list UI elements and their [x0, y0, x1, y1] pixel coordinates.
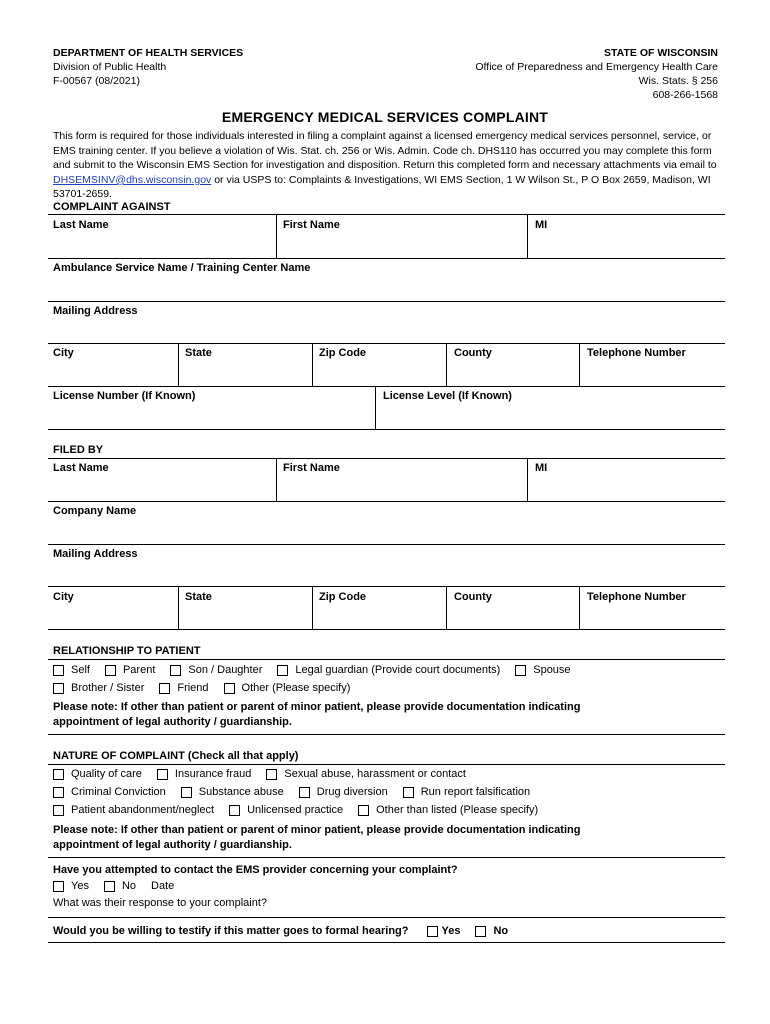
checkbox[interactable]	[53, 769, 64, 780]
statute-ref: Wis. Stats. § 256	[638, 75, 718, 87]
ca-last-name-field[interactable]: Last Name	[53, 219, 109, 231]
checkbox[interactable]	[53, 665, 64, 676]
ca-license-number-field[interactable]: License Number (If Known)	[53, 390, 196, 402]
divider	[48, 386, 725, 387]
nature-option[interactable]	[157, 768, 251, 780]
checkbox[interactable]	[53, 683, 64, 694]
department-name: DEPARTMENT OF HEALTH SERVICES	[53, 47, 244, 59]
relationship-option[interactable]	[515, 664, 570, 676]
checkbox[interactable]	[105, 665, 116, 676]
checkbox-label: Yes	[441, 925, 461, 937]
divider	[178, 586, 179, 629]
checkbox-label: Substance abuse	[198, 786, 284, 798]
intro-text-before: This form is required for those individuals interested in filing a complaint against a licensed emergency medical services personnel, service, or EMS training center. If you believe a violation of Wis. Stat. ch. 256 or Wis. Admin. Code ch. DHS110 has occurred you may complete this form and submit to the Wisconsin EMS Section for investigation and disposition. Return this completed form and necessary attachments via email to	[53, 130, 717, 172]
ca-first-name-field[interactable]: First Name	[283, 219, 340, 231]
nature-row-2	[53, 786, 545, 798]
division-name: Division of Public Health	[53, 61, 167, 73]
office-phone: 608-266-1568	[652, 89, 718, 101]
checkbox[interactable]	[515, 665, 526, 676]
ca-license-level-field[interactable]: License Level (If Known)	[383, 390, 512, 402]
divider	[178, 343, 179, 386]
relationship-option[interactable]	[277, 664, 500, 676]
divider	[527, 214, 528, 258]
checkbox[interactable]	[159, 683, 170, 694]
testify-yes-option[interactable]	[427, 925, 461, 937]
ca-zip-field[interactable]: Zip Code	[319, 347, 367, 359]
note-line: Please note: If other than patient or parent of minor patient, please provide documentation indicating	[53, 701, 581, 713]
contact-no-option[interactable]	[104, 880, 136, 892]
nature-option[interactable]	[53, 804, 214, 816]
checkbox[interactable]	[181, 787, 192, 798]
relationship-row-1	[53, 664, 586, 676]
contact-yes-option[interactable]	[53, 880, 89, 892]
relationship-row-2	[53, 682, 365, 694]
checkbox[interactable]	[157, 769, 168, 780]
checkbox[interactable]	[299, 787, 310, 798]
nature-row-3	[53, 804, 553, 816]
divider	[48, 857, 725, 858]
form-title: EMERGENCY MEDICAL SERVICES COMPLAINT	[221, 109, 549, 125]
divider	[48, 734, 725, 735]
checkbox-label: Run report falsification	[420, 786, 531, 798]
ca-mi-field[interactable]: MI	[535, 219, 548, 231]
contact-options-row	[53, 880, 174, 892]
state-name: STATE OF WISCONSIN	[604, 47, 718, 59]
relationship-note	[53, 700, 723, 730]
divider	[375, 386, 376, 429]
ca-state-field[interactable]: State	[185, 347, 212, 359]
checkbox-label: Parent	[122, 664, 156, 676]
office-name: Office of Preparedness and Emergency Health Care	[475, 61, 718, 73]
fb-zip-field[interactable]: Zip Code	[319, 591, 367, 603]
checkbox[interactable]	[104, 881, 115, 892]
divider	[527, 458, 528, 501]
form-id: F-00567 (08/2021)	[53, 75, 140, 87]
filed-by-heading: FILED BY	[53, 444, 104, 456]
checkbox[interactable]	[53, 805, 64, 816]
checkbox-label: Other (Please specify)	[241, 682, 351, 694]
divider	[48, 629, 725, 630]
nature-heading: NATURE OF COMPLAINT (Check all that apply)	[53, 750, 299, 762]
checkbox[interactable]	[170, 665, 181, 676]
nature-option[interactable]	[229, 804, 343, 816]
divider	[579, 586, 580, 629]
relationship-option[interactable]	[53, 664, 90, 676]
ca-telephone-field[interactable]: Telephone Number	[587, 347, 686, 359]
relationship-option[interactable]	[170, 664, 262, 676]
divider	[446, 343, 447, 386]
checkbox-label: Quality of care	[71, 768, 142, 780]
relationship-option[interactable]	[224, 682, 351, 694]
checkbox-label: No	[493, 925, 509, 937]
checkbox-label: Son / Daughter	[188, 664, 263, 676]
checkbox-label: Spouse	[533, 664, 571, 676]
checkbox-label: Sexual abuse, harassment or contact	[284, 768, 466, 780]
testify-row	[53, 925, 523, 937]
relationship-option[interactable]	[159, 682, 208, 694]
divider	[48, 343, 725, 344]
relationship-heading: RELATIONSHIP TO PATIENT	[53, 645, 201, 657]
divider	[276, 458, 277, 501]
contact-response-field[interactable]: What was their response to your complaint?	[53, 897, 267, 909]
nature-option[interactable]	[299, 786, 388, 798]
complaint-against-heading: COMPLAINT AGAINST	[53, 201, 171, 213]
fb-state-field[interactable]: State	[185, 591, 212, 603]
divider	[276, 214, 277, 258]
relationship-option[interactable]	[53, 682, 144, 694]
checkbox-label: No	[121, 880, 137, 892]
contact-question: Have you attempted to contact the EMS provider concerning your complaint?	[53, 864, 458, 876]
fb-mi-field[interactable]: MI	[535, 462, 548, 474]
checkbox-label: Drug diversion	[316, 786, 388, 798]
nature-note	[53, 823, 723, 853]
testify-no-option[interactable]	[475, 925, 508, 937]
header-left	[53, 46, 243, 88]
note-line: appointment of legal authority / guardianship.	[53, 839, 292, 851]
checkbox[interactable]	[358, 805, 369, 816]
checkbox-label: Patient abandonment/neglect	[71, 804, 215, 816]
divider	[48, 458, 725, 459]
divider	[312, 586, 313, 629]
checkbox-label: Unlicensed practice	[247, 804, 344, 816]
divider	[446, 586, 447, 629]
intro-text-after: or via USPS to: Complaints & Investigations, WI EMS Section, 1 W Wilson St., P O Box 2659, Madison, WI 53701-2659.	[53, 173, 711, 201]
fb-first-name-field[interactable]: First Name	[283, 462, 340, 474]
checkbox[interactable]	[53, 881, 64, 892]
nature-option[interactable]	[358, 804, 538, 816]
nature-option[interactable]	[53, 786, 166, 798]
ca-ambulance-service-field[interactable]: Ambulance Service Name / Training Center Name	[53, 262, 311, 274]
checkbox[interactable]	[277, 665, 288, 676]
fb-telephone-field[interactable]: Telephone Number	[587, 591, 686, 603]
divider	[48, 764, 725, 765]
checkbox[interactable]	[53, 787, 64, 798]
fb-city-field[interactable]: City	[53, 591, 74, 603]
divider	[48, 544, 725, 545]
divider	[48, 501, 725, 502]
fb-county-field[interactable]: County	[454, 591, 492, 603]
checkbox-label: Criminal Conviction	[71, 786, 166, 798]
relationship-option[interactable]	[105, 664, 155, 676]
nature-option[interactable]	[403, 786, 530, 798]
email-link[interactable]: DHSEMSINV@dhs.wisconsin.gov	[53, 173, 212, 186]
checkbox-label: Brother / Sister	[71, 682, 145, 694]
fb-mailing-address-field[interactable]: Mailing Address	[53, 548, 138, 560]
checkbox-label: Legal guardian (Provide court documents)	[295, 664, 501, 676]
divider	[48, 942, 725, 943]
divider	[48, 659, 725, 660]
checkbox[interactable]	[427, 926, 438, 937]
note-line: Please note: If other than patient or parent of minor patient, please provide documentation indicating	[53, 824, 581, 836]
checkbox-label: Insurance fraud	[174, 768, 252, 780]
divider	[48, 258, 725, 259]
ca-mailing-address-field[interactable]: Mailing Address	[53, 305, 138, 317]
checkbox[interactable]	[475, 926, 486, 937]
nature-option[interactable]	[53, 768, 142, 780]
nature-option[interactable]	[181, 786, 284, 798]
checkbox-label: Other than listed (Please specify)	[376, 804, 539, 816]
fb-company-name-field[interactable]: Company Name	[53, 505, 137, 517]
divider	[312, 343, 313, 386]
checkbox[interactable]	[266, 769, 277, 780]
testify-question: Would you be willing to testify if this matter goes to formal hearing?	[53, 925, 409, 937]
divider	[579, 343, 580, 386]
checkbox[interactable]	[229, 805, 240, 816]
checkbox-label: Yes	[71, 880, 89, 892]
checkbox[interactable]	[224, 683, 235, 694]
note-line: appointment of legal authority / guardianship.	[53, 716, 292, 728]
checkbox[interactable]	[403, 787, 414, 798]
header-right	[475, 46, 718, 102]
contact-date-field[interactable]: Date	[151, 880, 175, 892]
nature-option[interactable]	[266, 768, 466, 780]
divider	[48, 214, 725, 215]
nature-row-1	[53, 768, 481, 780]
divider	[48, 917, 725, 918]
divider	[48, 586, 725, 587]
checkbox-label: Friend	[177, 682, 209, 694]
divider	[48, 429, 725, 430]
divider	[48, 301, 725, 302]
checkbox-label: Self	[71, 664, 90, 676]
fb-last-name-field[interactable]: Last Name	[53, 462, 109, 474]
ca-county-field[interactable]: County	[454, 347, 492, 359]
intro-paragraph	[53, 129, 721, 202]
ca-city-field[interactable]: City	[53, 347, 74, 359]
